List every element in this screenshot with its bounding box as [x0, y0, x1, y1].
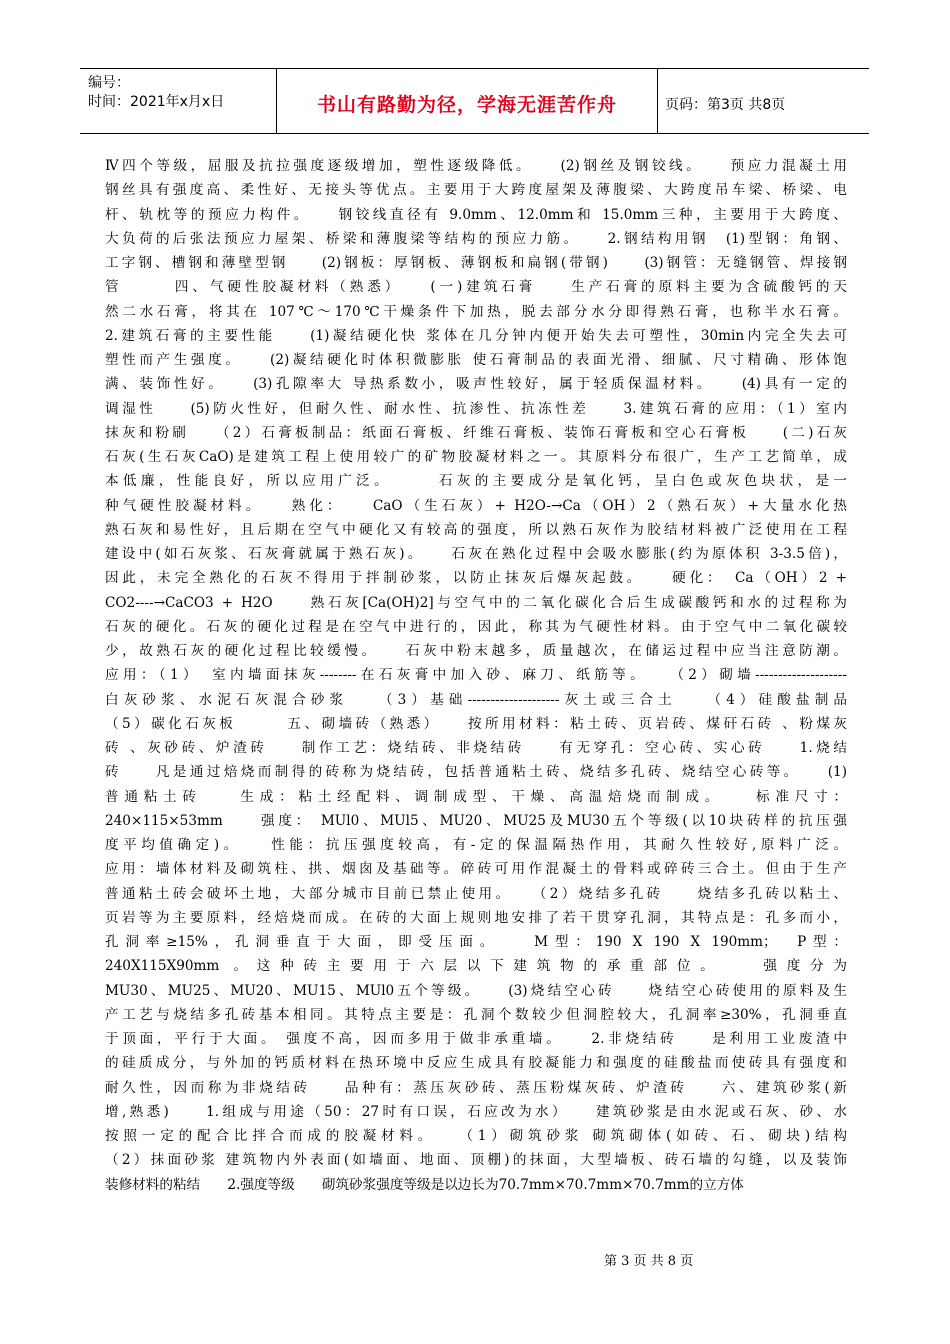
body-text-line: 砖 凡是通过焙烧而制得的砖称为烧结砖，包括普通粘土砖、烧结多孔砖、烧结空心砖等。 (1)	[105, 764, 847, 781]
body-text-line: 普通粘土砖 生成：粘土经配料、调制成型、干燥、高温焙烧而制成。 标准尺寸：	[105, 788, 847, 805]
header-top-rule	[80, 68, 869, 69]
body-text-line: 建设中(如石灰浆、石灰膏就属于熟石灰)。 石灰在熟化过程中会吸水膨胀(约为原体积 3-3.5倍)，	[105, 546, 847, 562]
document-body	[105, 154, 847, 1197]
body-text-line: 大负荷的后张法预应力屋架、桥梁和薄腹梁等结构的预应力筋。 2.钢结构用钢 (1)型钢：角钢、	[105, 230, 847, 247]
body-text-line: 钢丝具有强度高、柔性好、无接头等优点。主要用于大跨度屋架及薄腹梁、大跨度吊车梁、桥梁、电	[105, 182, 847, 199]
body-text-line: 熟石灰和易性好，且后期在空气中硬化又有较高的强度，所以熟石灰作为胶结材料被广泛使用在工程	[105, 521, 847, 538]
page-header	[80, 68, 869, 134]
header-page-info: 页码：第3页 共8页	[665, 97, 786, 113]
document-time-label: 时间：2021年x月x日	[88, 94, 225, 110]
page-footer: 第 3 页 共 8 页	[604, 1254, 694, 1269]
body-text-line: 孔洞率≥15%，孔洞垂直于大面，即受压面。 M型：190 X 190 X 190mm； P型：	[105, 934, 847, 950]
body-text-line: 240×115×53mm 强度： MUl0、MUl5、MU20、MU25及MU30五个等级(以10块砖样的抗压强	[105, 812, 847, 829]
header-divider-right	[657, 68, 658, 134]
header-meta	[88, 74, 274, 112]
body-text-line: 应用：（1） 室内墙面抹灰--------在石灰膏中加入砂、麻刀、纸筋等。 （2）砌墙--------------------	[105, 667, 847, 684]
body-text-line: （2）抹面砂浆 建筑物内外表面(如墙面、地面、顶棚)的抹面，大型墙板、砖石墙的勾缝，以及装饰	[105, 1152, 847, 1169]
body-text-line: 调湿性 (5)防火性好，但耐久性、耐水性、抗渗性、抗冻性差 3.建筑石膏的应用：（1）室内	[105, 400, 847, 417]
body-text-line: 按照一定的配合比拌合而成的胶凝材料。 （1）砌筑砂浆 砌筑砌体(如砖、石、砌块)结构	[105, 1128, 847, 1144]
header-divider-left	[276, 68, 277, 134]
body-text-line: 杆、轨枕等的预应力构件。 钢铰线直径有 9.0mm、12.0mm和 15.0mm三种，主要用于大跨度、	[105, 206, 847, 223]
body-text-line: 耐久性，因而称为非烧结砖 品种有：蒸压灰砂砖、蒸压粉煤灰砖、炉渣砖 六、建筑砂浆(新	[105, 1079, 847, 1096]
body-text-line: 石灰(生石灰CaO)是建筑工程上使用较广的矿物胶凝材料之一。其原料分布很广，生产工艺简单，成	[105, 449, 847, 465]
body-text-line: 因此，未完全熟化的石灰不得用于拌制砂浆，以防止抹灰后爆灰起鼓。 硬化： Ca（OH）2 +	[105, 570, 847, 587]
body-text-line: Ⅳ四个等级，屈服及抗拉强度逐级增加，塑性逐级降低。 (2)钢丝及钢铰线。 预应力混凝土用	[105, 158, 847, 174]
body-text-line: 的硅质成分，与外加的钙质材料在热环境中反应生成具有胶凝能力和强度的硅酸盐而使砖具有强度和	[105, 1055, 847, 1072]
header-bottom-rule	[80, 133, 869, 134]
body-text-line: 装修材料的粘结 2.强度等级 砌筑砂浆强度等级是以边长为70.7mm×70.7mm×70.7mm的立方体	[105, 1176, 744, 1193]
header-motto: 书山有路勤为径，学海无涯苦作舟	[316, 94, 617, 116]
body-text-line: （5）碳化石灰板 五、砌墙砖（熟悉） 按所用材料：粘土砖、页岩砖、煤矸石砖 、粉煤灰	[105, 715, 847, 732]
body-text-line: 种气硬性胶凝材料。 熟化： CaO（生石灰）+ H2O-→Ca（OH）2（熟石灰）+大量水化热	[105, 497, 847, 514]
body-text-line: 抹灰和粉刷 （2）石膏板制品：纸面石膏板、纤维石膏板、装饰石膏板和空心石膏板 (二)石灰	[105, 424, 847, 441]
body-text-line: 白灰砂浆、水泥石灰混合砂浆 （3）基础--------------------灰土或三合土 （4）硅酸盐制品	[105, 691, 847, 708]
body-text-line: 塑性而产生强度。 (2)凝结硬化时体积微膨胀 使石膏制品的表面光滑、细腻、尺寸精确、形体饱	[105, 352, 847, 368]
body-text-line: 页岩等为主要原料，经焙烧而成。在砖的大面上规则地安排了若干贯穿孔洞，其特点是：孔多而小，	[105, 909, 847, 926]
body-text-line: 满、装饰性好。 (3)孔隙率大 导热系数小，吸声性较好，属于轻质保温材料。 (4)具有一定的	[105, 376, 847, 393]
body-text-line: 应用：墙体材料及砌筑柱、拱、烟囱及基础等。碎砖可用作混凝土的骨料或碎砖三合土。但由于生产	[105, 861, 847, 878]
body-text-line: 于顶面，平行于大面。 强度不高，因而多用于做非承重墙。 2.非烧结砖 是利用工业废渣中	[105, 1031, 847, 1047]
body-text-line: CO2----→CaCO3 + H2O 熟石灰[Ca(OH)2]与空气中的二氧化碳化合后生成碳酸钙和水的过程称为	[105, 594, 847, 611]
body-text-line: 砖 、灰砂砖、炉渣砖 制作工艺：烧结砖、非烧结砖 有无穿孔：空心砖、实心砖 1.烧结	[105, 740, 847, 756]
body-text-line: 增,熟悉) 1.组成与用途（50：27时有口误，石应改为水） 建筑砂浆是由水泥或石灰、砂、水	[105, 1103, 847, 1120]
document-number-label: 编号：	[88, 75, 130, 91]
body-text-line: 管 四、气硬性胶凝材料（熟悉） (一)建筑石膏 生产石膏的原料主要为含硫酸钙的天	[105, 279, 847, 296]
body-text-line: 本低廉，性能良好，所以应用广泛。 石灰的主要成分是氧化钙，呈白色或灰色块状，是一	[105, 473, 847, 490]
body-text-line: 2.建筑石膏的主要性能 (1)凝结硬化快 浆体在几分钟内便开始失去可塑性，30min内完全失去可	[105, 327, 847, 344]
body-text-line: 产工艺与烧结多孔砖基本相同。其特点主要是：孔洞个数较少但洞腔较大，孔洞率≥30%，孔洞垂直	[105, 1006, 847, 1023]
body-text-line: 工字钢、槽钢和薄壁型钢 (2)钢板：厚钢板、薄钢板和扁钢(带钢) (3)钢管：无缝钢管、焊接钢	[105, 255, 847, 271]
body-text-line: 少，故熟石灰的硬化过程比较缓慢。 石灰中粉末越多，质量越次，在储运过程中应当注意防潮。	[105, 643, 847, 659]
body-text-line: 石灰的硬化。石灰的硬化过程是在空气中进行的，因此，称其为气硬性材料。由于空气中二氧化碳较	[105, 618, 847, 635]
body-text-line: 然二水石膏，将其在 107℃～170℃干燥条件下加热，脱去部分水分即得熟石膏，也称半水石膏。	[105, 303, 847, 320]
body-text-line: 普通粘土砖会破坏土地，大部分城市目前已禁止使用。 （2）烧结多孔砖 烧结多孔砖以粘土、	[105, 885, 847, 902]
body-text-line: MU30、MU25、MU20、MU15、MUl0五个等级。 (3)烧结空心砖 烧结空心砖使用的原料及生	[105, 982, 847, 999]
body-text-line: 度平均值确定)。 性能：抗压强度较高，有-定的保温隔热作用，其耐久性较好,原料广泛。	[105, 837, 847, 853]
body-text-line: 240X115X90mm 。这种砖主要用于六层以下建筑物的承重部位。 强度分为	[105, 958, 847, 975]
